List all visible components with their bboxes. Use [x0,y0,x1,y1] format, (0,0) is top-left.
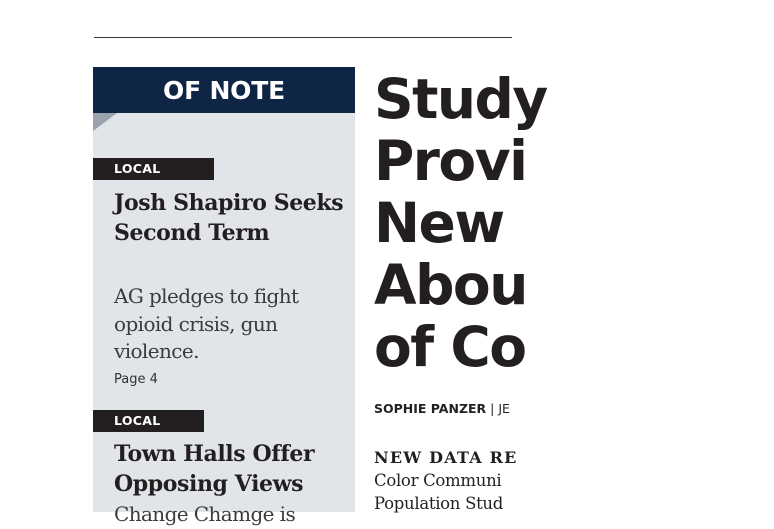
story-headline[interactable]: Town Halls Offer Opposing Views [114,441,315,497]
byline [374,401,774,416]
lede-text: Color Communi [374,471,502,490]
sidebar-header: OF NOTE [93,67,355,113]
section-tag: LOCAL [93,158,214,180]
main-article [374,0,547,513]
ribbon-fold-icon [93,113,117,131]
headline-line: of Co [374,315,526,379]
section-tag: LOCAL [93,410,204,432]
byline-separator: | [486,401,499,416]
headline-line: Abou [374,253,527,317]
byline-rest: JE [498,401,510,416]
headline-line: Provi [374,129,527,193]
lede-kicker: NEW DATA RE [374,448,518,467]
story-page-ref: Page 4 [114,372,158,387]
headline-line: New [374,191,504,255]
lede-text: Population Stud [374,494,504,513]
story-summary: AG pledges to fight opioid crisis, gun violence. [114,284,299,363]
story-headline[interactable]: Josh Shapiro Seeks Second Term [114,190,344,246]
of-note-sidebar [93,67,355,526]
headline-line: Study [374,67,547,131]
byline-author: SOPHIE PANZER [374,401,487,416]
story-summary: Change Chamge is [114,502,296,526]
article-headline[interactable] [374,68,774,378]
